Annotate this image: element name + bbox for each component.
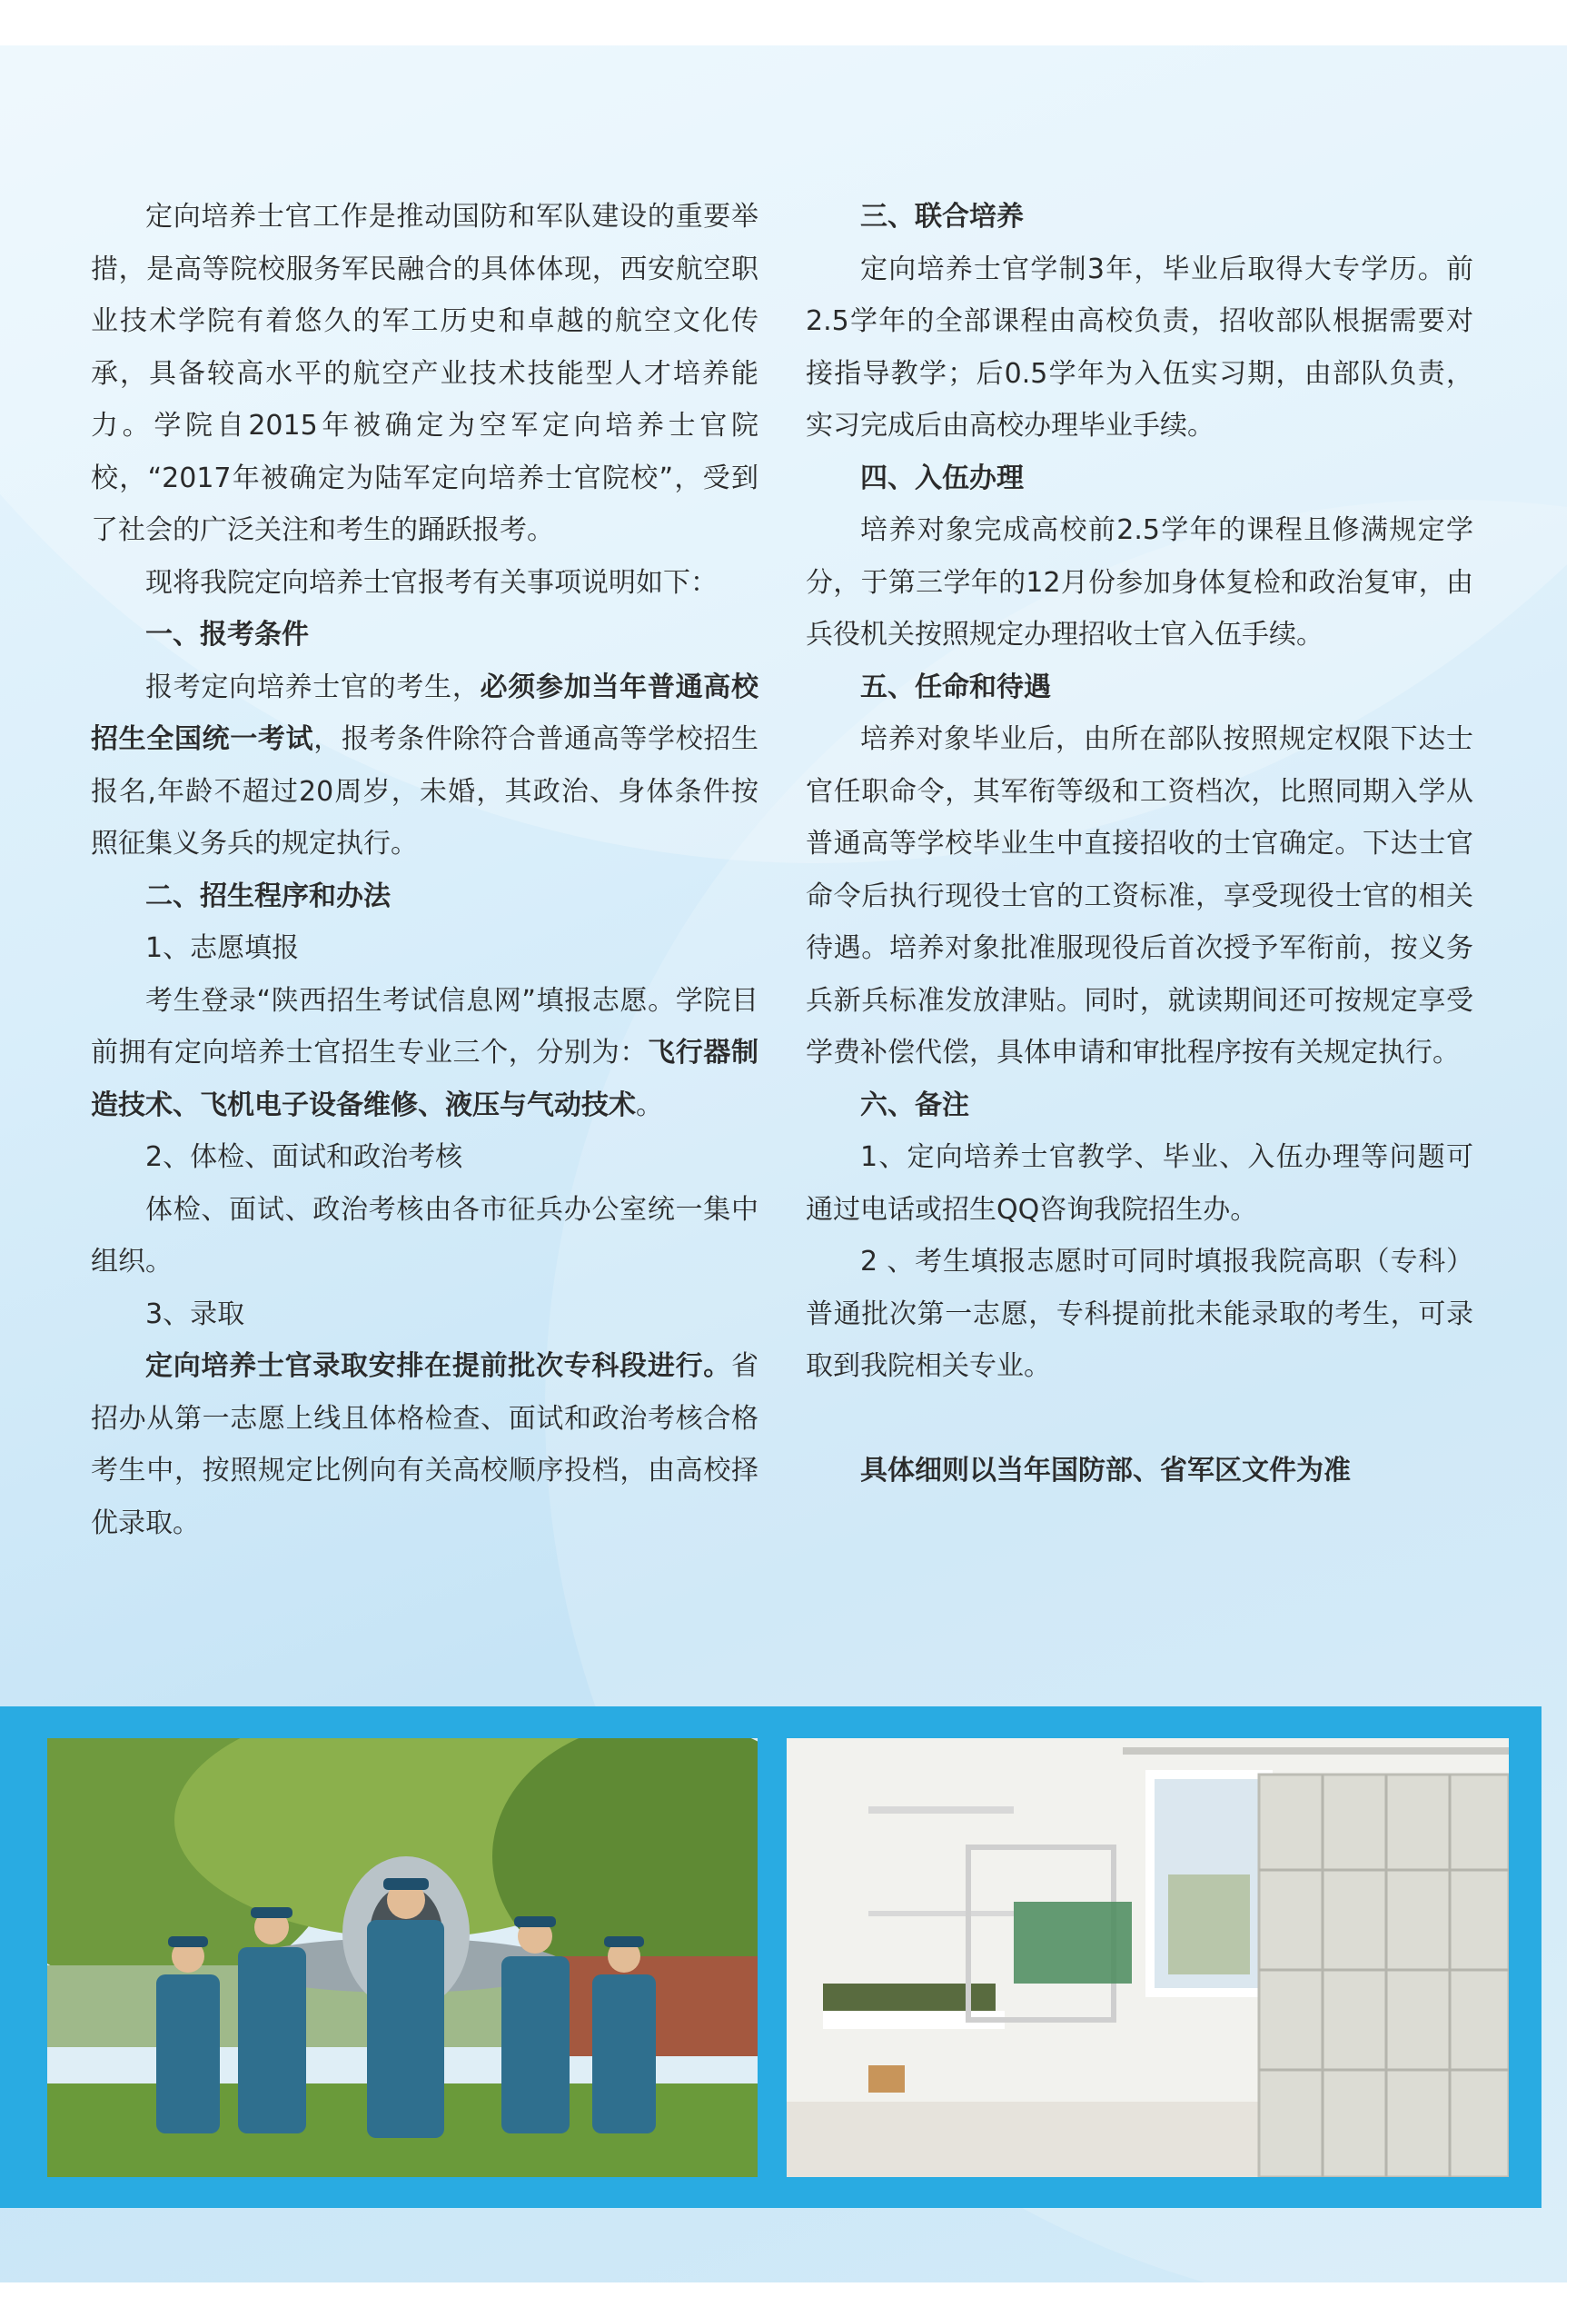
admission-text: 省招办从第一志愿上线且体格检查、面试和政治考核合格考生中，按照规定比例向有关高校顺序投档，由高校择优录取。 <box>91 1350 758 1539</box>
conditions-text: 报考定向培养士官的考生， <box>145 671 481 703</box>
conditions-bold-text: 必须参加当年普通高校招生全国统一考试 <box>91 671 759 755</box>
photo-band <box>0 1706 1541 2208</box>
conditions-text: ，报考条件除符合普通高等学校招生报名,年龄不超过20周岁，未婚，其政治、身体条件按照征集义务兵的规定执行。 <box>91 723 759 860</box>
left-column <box>91 191 758 1549</box>
lead-paragraph: 现将我院定向培养士官报考有关事项说明如下： <box>145 566 718 599</box>
dormitory-photo <box>787 1738 1509 2177</box>
dormitory-photo-illustration <box>787 1738 1509 2177</box>
heading-procedure: 二、招生程序和办法 <box>145 880 391 912</box>
subheading-exam: 2、体检、面试和政治考核 <box>145 1141 463 1173</box>
cadets-photo <box>47 1738 758 2177</box>
heading-notes: 六、备注 <box>860 1089 969 1121</box>
subheading-application: 1、志愿填报 <box>145 932 300 964</box>
heading-enlistment: 四、入伍办理 <box>860 462 1024 494</box>
application-paragraph <box>91 975 758 1132</box>
majors-bold-text: 飞行器制造技术、飞机电子设备维修、液压与气动技术 <box>91 1037 759 1121</box>
intro-paragraph: 定向培养士官工作是推动国防和军队建设的重要举措，是高等院校服务军民融合的具体体现，西安航空职业技术学院有着悠久的军工历史和卓越的航空文化传承，具备较高水平的航空产业技术技能型人才培养能力。学院自2015年被确定为空军定向培养士官院校，“2017年被确定为陆军定向培养士官院校”，受到了社会的广泛关注和考生的踊跃报考。 <box>91 201 758 546</box>
joint-training-paragraph: 定向培养士官学制3年，毕业后取得大专学历。前2.5学年的全部课程由高校负责，招收部队根据需要对接指导教学；后0.5学年为入伍实习期，由部队负责，实习完成后由高校办理毕业手续。 <box>806 253 1473 442</box>
subheading-admission: 3、录取 <box>145 1298 245 1330</box>
right-column <box>806 191 1473 1497</box>
heading-appointment: 五、任命和待遇 <box>860 671 1051 703</box>
admission-paragraph <box>91 1340 758 1549</box>
appointment-paragraph: 培养对象毕业后，由所在部队按照规定权限下达士官任职命令，其军衔等级和工资档次，比照同期入学从普通高等学校毕业生中直接招收的士官确定。下达士官命令后执行现役士官的工资标准，享受现役士官的相关待遇。培养对象批准服现役后首次授予军衔前，按义务兵新兵标准发放津贴。同时，就读期间还可按规定享受学费补偿代偿，具体申请和审批程序按有关规定执行。 <box>806 723 1473 1069</box>
application-text: 考生登录“陕西招生考试信息网”填报志愿。学院目前拥有定向培养士官招生专业三个，分别为： <box>91 984 758 1069</box>
note-2: 2 、考生填报志愿时可同时填报我院高职（专科）普通批次第一志愿，专科提前批未能录取的考生，可录取到我院相关专业。 <box>806 1246 1473 1382</box>
majors-end: 。 <box>636 1089 663 1121</box>
note-1: 1、定向培养士官教学、毕业、入伍办理等问题可通过电话或招生QQ咨询我院招生办。 <box>806 1141 1473 1226</box>
heading-joint-training: 三、联合培养 <box>860 201 1024 233</box>
enlistment-paragraph: 培养对象完成高校前2.5学年的课程且修满规定学分，于第三学年的12月份参加身体复检和政治复审，由兵役机关按照规定办理招收士官入伍手续。 <box>806 514 1473 651</box>
exam-paragraph: 体检、面试、政治考核由各市征兵办公室统一集中组织。 <box>91 1193 758 1278</box>
cadets-photo-illustration <box>47 1738 758 2177</box>
spacer <box>806 1393 1473 1445</box>
admission-bold-text: 定向培养士官录取安排在提前批次专科段进行。 <box>145 1350 731 1382</box>
heading-apply-conditions: 一、报考条件 <box>145 619 309 651</box>
conditions-paragraph <box>91 661 758 870</box>
final-note: 具体细则以当年国防部、省军区文件为准 <box>860 1454 1351 1487</box>
